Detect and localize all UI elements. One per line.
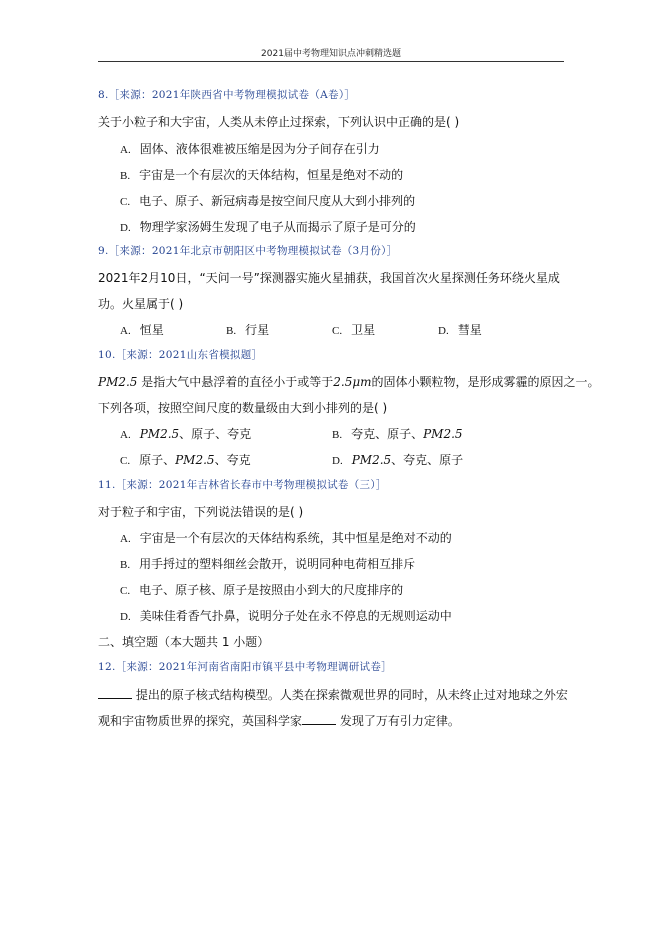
option-text: 夸克、原子、 [351,427,424,441]
page-header: 2021届中考物理知识点冲刺精选题 [261,49,401,59]
option-letter: C. [120,196,131,208]
option-letter: C. [120,455,131,467]
question-11-option-d [120,607,452,624]
question-11-source: 11.［来源：2021年吉林省长春市中考物理模拟试卷（三）］ [98,479,387,491]
option-letter: A. [120,533,131,545]
stem-text: 提出的原子核式结构模型。人类在探索微观世界的同时，从未终止过对地球之外宏 [132,688,568,702]
question-9-option-d [438,321,482,338]
question-12-line2 [98,712,460,729]
option-letter: D. [332,455,343,467]
option-text: 、原子、夸克 [179,427,252,441]
stem-text: 发现了万有引力定律。 [336,714,460,728]
pm25-term: PM2.5 [423,427,463,441]
question-10-option-b [332,425,463,442]
option-text: 用手捋过的塑料细丝会散开，说明同种电荷相互排斥 [139,557,416,571]
question-10-option-d [332,451,463,468]
question-8-source: 8.［来源：2021年陕西省中考物理模拟试卷（A卷）］ [98,89,356,101]
question-11-option-c [120,581,403,598]
question-10-option-a [120,425,251,442]
option-text: 、夸克、原子 [391,453,464,467]
option-letter: D. [120,611,131,623]
header-rule [98,61,564,62]
option-letter: A. [120,144,131,156]
section-2-title: 二、填空题（本大题共 1 小题） [98,635,270,649]
option-text: 宇宙是一个有层次的天体结构，恒星是绝对不动的 [139,168,404,182]
option-text: 物理学家汤姆生发现了电子从而揭示了原子是可分的 [139,220,416,234]
option-text: 、夸克 [214,453,251,467]
option-text: 彗星 [457,323,482,337]
question-11-option-b [120,555,415,572]
option-text: 宇宙是一个有层次的天体结构系统，其中恒星是绝对不动的 [139,531,452,545]
option-letter: B. [120,170,131,182]
option-letter: D. [120,222,131,234]
option-text: 美味佳肴香气扑鼻，说明分子处在永不停息的无规则运动中 [139,609,452,623]
option-text: 卫星 [351,323,376,337]
question-9-option-b [226,321,269,338]
pm25-term: PM2.5 [175,453,215,467]
question-12-line1 [98,686,568,703]
question-9-stem-line2: 功。火星属于( ) [98,297,184,311]
question-8-stem: 关于小粒子和大宇宙，人类从未停止过探索，下列认识中正确的是( ) [98,115,460,129]
question-10-option-c [120,451,251,468]
option-letter: B. [120,559,131,571]
question-10-stem-line1 [98,373,600,390]
stem-text: 的固体小颗粒物，是形成雾霾的原因之一。 [371,375,600,389]
question-11-stem: 对于粒子和宇宙，下列说法错误的是( ) [98,505,304,519]
option-text: 原子、 [139,453,176,467]
pm25-term: PM2.5 [139,427,180,441]
question-8-option-a [120,140,380,157]
option-letter: C. [120,585,131,597]
option-text: 电子、原子核、原子是按照由小到大的尺度排序的 [139,583,404,597]
option-letter: A. [120,429,131,441]
stem-text: 观和宇宙物质世界的探究，英国科学家 [98,714,303,728]
question-10-stem-line2: 下列各项，按照空间尺度的数量级由大到小排列的是( ) [98,401,388,415]
option-text: 恒星 [139,323,164,337]
option-text: 固体、液体很难被压缩是因为分子间存在引力 [139,142,380,156]
question-8-option-b [120,166,403,183]
question-8-option-c [120,192,415,209]
question-9-source: 9.［来源：2021年北京市朝阳区中考物理模拟试卷（3月份）］ [98,245,398,257]
answer-blank[interactable] [302,714,336,725]
question-11-option-a [120,529,452,546]
pm25-term: PM2.5 [351,453,392,467]
stem-text: 是指大气中悬浮着的直径小于或等于 [137,375,334,389]
option-text: 电子、原子、新冠病毒是按空间尺度从大到小排列的 [139,194,416,208]
pm25-term: PM2.5 [98,375,138,389]
question-9-option-c [332,321,375,338]
question-9-option-a [120,321,164,338]
option-letter: B. [332,429,343,441]
option-text: 行星 [245,323,270,337]
answer-blank[interactable] [98,688,132,699]
option-letter: B. [226,325,237,337]
diameter-value: 2.5μm [333,375,372,389]
option-letter: D. [438,325,449,337]
option-letter: A. [120,325,131,337]
question-9-stem-line1: 2021年2月10日，“天问一号”探测器实施火星捕获，我国首次火星探测任务环绕火星成 [98,271,560,285]
question-12-source: 12.［来源：2021年河南省南阳市镇平县中考物理调研试卷］ [98,661,392,673]
question-10-source: 10.［来源：2021山东省模拟题］ [98,349,263,361]
question-8-option-d [120,218,416,235]
option-letter: C. [332,325,343,337]
